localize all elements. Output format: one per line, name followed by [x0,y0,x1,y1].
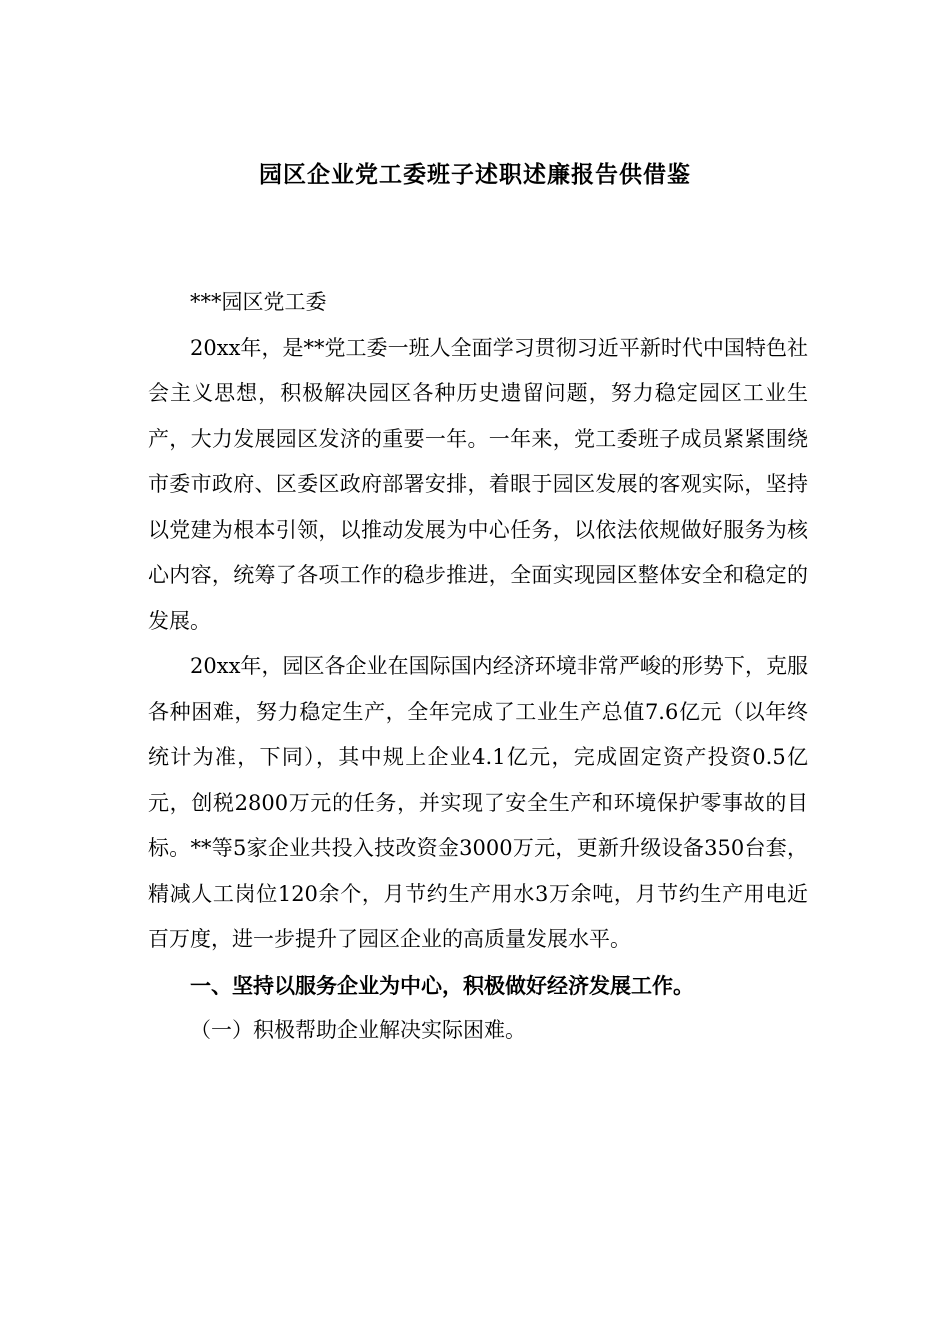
subsection-heading: （一）积极帮助企业解决实际困难。 [190,1018,526,1042]
body-paragraph: 20xx年，是**党工委一班人全面学习贯彻习近平新时代中国特色社会主义思想，积极解决园区各种历史遗留问题，努力稳定园区工业生产，大力发展园区发济的重要一年。一年来，党工委班子成员紧紧围绕市委市政府、区委区政府部署安排，着眼于园区发展的客观实际，坚持以党建为根本引领，以推动发展为中心任务，以依法依规做好服务为核心内容，统筹了各项工作的稳步推进，全面实现园区整体安全和稳定的发展。 [148,335,808,633]
document-title: 园区企业党工委班子述职述廉报告供借鉴 [259,161,691,188]
section-heading: 一、坚持以服务企业为中心，积极做好经济发展工作。 [190,972,694,998]
document-body [148,280,808,1054]
author-line: ***园区党工委 [190,290,327,314]
body-paragraph: 20xx年，园区各企业在国际国内经济环境非常严峻的形势下，克服各种困难，努力稳定生产，全年完成了工业生产总值7.6亿元（以年终统计为准，下同），其中规上企业4.1亿元，完成固定资产投资0.5亿元，创税2800万元的任务，并实现了安全生产和环境保护零事故的目标。**等5家企业共投入技改资金3000万元，更新升级设备350台套，精减人工岗位120余个，月节约生产用水3万余吨，月节约生产用电近百万度，进一步提升了园区企业的高质量发展水平。 [148,654,808,951]
